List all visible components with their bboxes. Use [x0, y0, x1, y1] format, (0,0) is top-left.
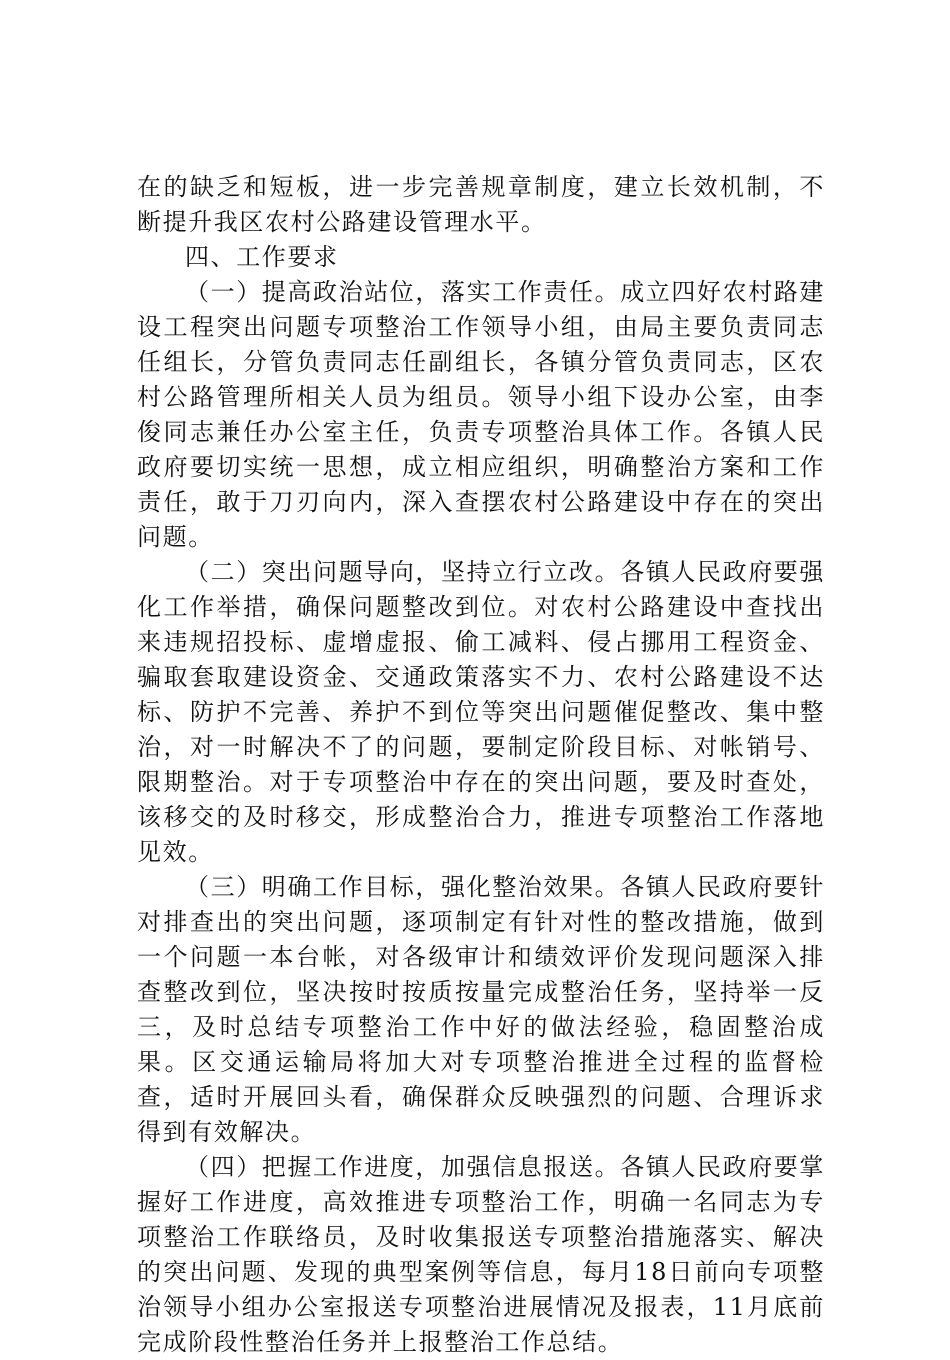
section-heading-work-requirements: 四、工作要求	[185, 243, 339, 271]
paragraph-continuation: 在的缺乏和短板，进一步完善规章制度，建立长效机制，不断提升我区农村公路建设管理水平。	[137, 173, 825, 236]
paragraph-requirement-4: （四）把握工作进度，加强信息报送。各镇人民政府要掌握好工作进度，高效推进专项整治工作，明确一名同志为专项整治工作联络员，及时收集报送专项整治措施落实、解决的突出问题、发现的典型案例等信息，每月18日前向专项整治领导小组办公室报送专项整治进展情况及报表，11月底前完成阶段性整治任务并上报整治工作总结。	[137, 1153, 825, 1356]
paragraph-requirement-3: （三）明确工作目标，强化整治效果。各镇人民政府要针对排查出的突出问题，逐项制定有针对性的整改措施，做到一个问题一本台帐，对各级审计和绩效评价发现问题深入排查整改到位，坚决按时按质按量完成整治任务，坚持举一反三，及时总结专项整治工作中好的做法经验，稳固整治成果。区交通运输局将加大对专项整治推进全过程的监督检查，适时开展回头看，确保群众反映强烈的问题、合理诉求得到有效解决。	[137, 873, 825, 1146]
document-body	[137, 170, 825, 1360]
paragraph-requirement-2: （二）突出问题导向，坚持立行立改。各镇人民政府要强化工作举措，确保问题整改到位。对农村公路建设中查找出来违规招投标、虚增虚报、偷工减料、侵占挪用工程资金、骗取套取建设资金、交通政策落实不力、农村公路建设不达标、防护不完善、养护不到位等突出问题催促整改、集中整治，对一时解决不了的问题，要制定阶段目标、对帐销号、限期整治。对于专项整治中存在的突出问题，要及时查处，该移交的及时移交，形成整治合力，推进专项整治工作落地见效。	[137, 558, 825, 866]
paragraph-requirement-1: （一）提高政治站位，落实工作责任。成立四好农村路建设工程突出问题专项整治工作领导小组，由局主要负责同志任组长，分管负责同志任副组长，各镇分管负责同志，区农村公路管理所相关人员为组员。领导小组下设办公室，由李俊同志兼任办公室主任，负责专项整治具体工作。各镇人民政府要切实统一思想，成立相应组织，明确整治方案和工作责任，敢于刀刃向内，深入查摆农村公路建设中存在的突出问题。	[137, 278, 825, 551]
